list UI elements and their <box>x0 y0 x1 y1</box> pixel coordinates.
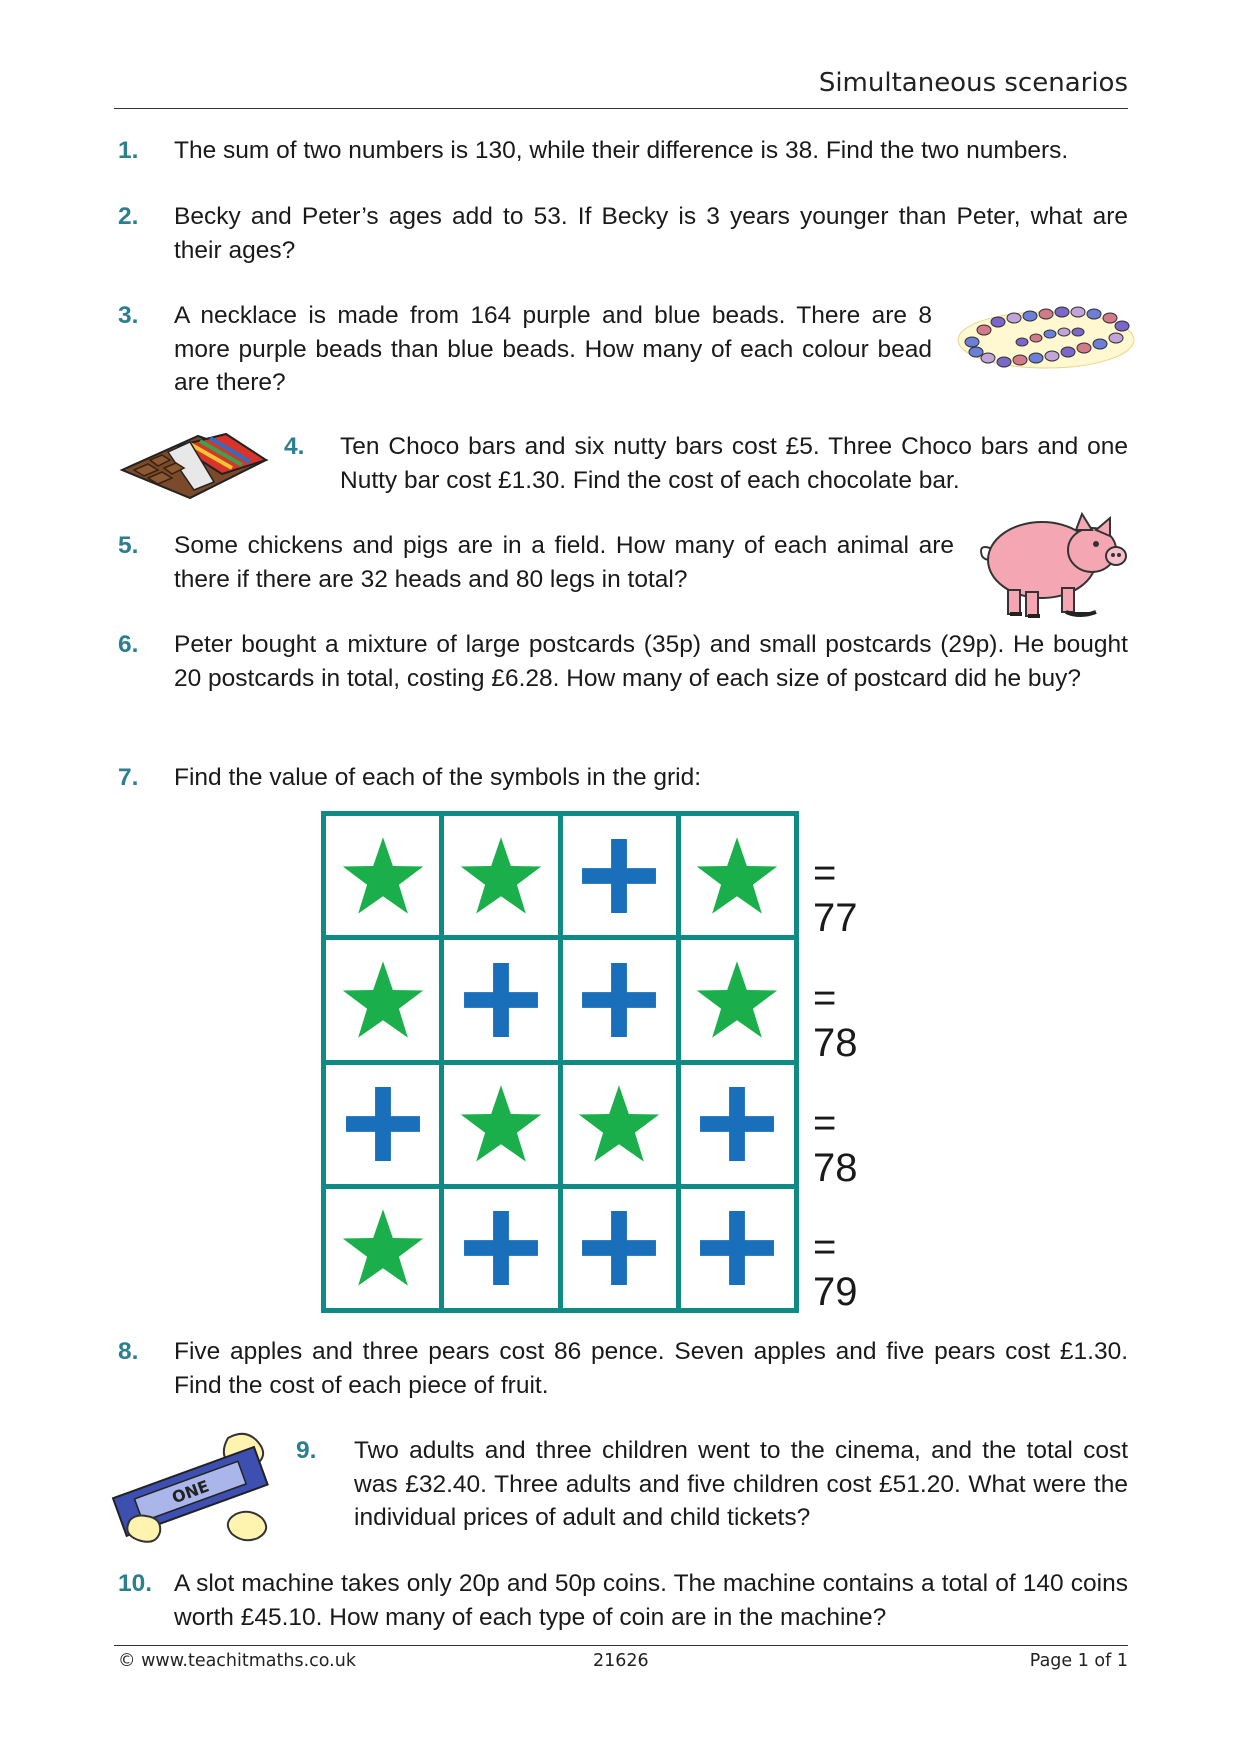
pig-image <box>970 508 1130 620</box>
page-title: Simultaneous scenarios <box>818 68 1128 98</box>
grid-cell <box>563 1189 676 1308</box>
plus-icon <box>693 1204 781 1292</box>
symbol-grid-cells <box>321 811 799 1313</box>
grid-cell <box>563 816 676 935</box>
question-6-number: 6. <box>118 631 139 658</box>
grid-cell <box>681 940 794 1059</box>
question-2-number: 2. <box>118 203 139 230</box>
question-9-number: 9. <box>296 1437 317 1464</box>
necklace-image <box>952 302 1138 374</box>
star-icon <box>339 956 427 1044</box>
ticket-text: ONE <box>169 1476 212 1508</box>
star-icon <box>457 1080 545 1168</box>
grid-cell <box>444 1189 557 1308</box>
question-3-text: A necklace is made from 164 purple and blue beads. There are 8 more purple beads than blue beads. How many of each colour bead are there? <box>174 302 932 396</box>
grid-cell <box>326 1065 439 1184</box>
plus-icon <box>457 1204 545 1292</box>
question-1-text: The sum of two numbers is 130, while their difference is 38. Find the two numbers. <box>174 137 1069 164</box>
question-8-number: 8. <box>118 1338 139 1365</box>
plus-icon <box>457 956 545 1044</box>
plus-icon <box>339 1080 427 1168</box>
grid-cell <box>444 816 557 935</box>
question-5-text: Some chickens and pigs are in a field. How many of each animal are there if there are 32 heads and 80 legs in total? <box>174 532 954 593</box>
grid-cell <box>563 1065 676 1184</box>
star-icon <box>339 832 427 920</box>
question-1-number: 1. <box>118 137 139 164</box>
question-8-text: Five apples and three pears cost 86 pence. Seven apples and five pears cost £1.30. Find the cost of each piece of fruit. <box>174 1338 1128 1399</box>
star-icon <box>575 1080 663 1168</box>
row-sum-3: = 78 <box>813 1101 858 1190</box>
question-6-text: Peter bought a mixture of large postcards (35p) and small postcards (29p). He bought 20 postcards in total, costing £6.28. How many of each size of postcard did he buy? <box>174 631 1128 692</box>
plus-icon <box>575 956 663 1044</box>
question-7-number: 7. <box>118 764 139 791</box>
star-icon <box>693 956 781 1044</box>
question-4-text: Ten Choco bars and six nutty bars cost £5. Three Choco bars and one Nutty bar cost £1.30. Find the cost of each chocolate bar. <box>340 433 1128 494</box>
star-icon <box>339 1204 427 1292</box>
plus-icon <box>575 832 663 920</box>
cinema-ticket-image <box>108 1428 280 1544</box>
grid-cell <box>681 1065 794 1184</box>
grid-cell <box>681 816 794 935</box>
grid-cell <box>444 1065 557 1184</box>
star-icon <box>457 832 545 920</box>
chocolate-bar-image <box>118 430 270 504</box>
header-rule <box>114 108 1128 109</box>
grid-cell <box>563 940 676 1059</box>
grid-cell <box>681 1189 794 1308</box>
footer-page-number: Page 1 of 1 <box>1029 1651 1128 1671</box>
grid-cell <box>326 1189 439 1308</box>
question-2-text: Becky and Peter’s ages add to 53. If Becky is 3 years younger than Peter, what are their ages? <box>174 203 1128 264</box>
plus-icon <box>575 1204 663 1292</box>
row-sum-2: = 78 <box>813 976 858 1065</box>
row-sum-4: = 79 <box>813 1225 858 1314</box>
grid-cell <box>444 940 557 1059</box>
grid-cell <box>326 816 439 935</box>
question-10-text: A slot machine takes only 20p and 50p coins. The machine contains a total of 140 coins worth £45.10. How many of each type of coin are in the machine? <box>174 1570 1128 1631</box>
question-10-number: 10. <box>118 1570 153 1597</box>
plus-icon <box>693 1080 781 1168</box>
question-5-number: 5. <box>118 532 139 559</box>
row-sum-1: = 77 <box>813 851 858 940</box>
question-9-text: Two adults and three children went to the cinema, and the total cost was £32.40. Three adults and five children cost £51.20. What were the individual prices of adult and child tickets? <box>354 1437 1128 1531</box>
footer-resource-id: 21626 <box>593 1651 649 1671</box>
footer-copyright: © www.teachitmaths.co.uk <box>118 1651 356 1671</box>
question-4-number: 4. <box>284 433 305 460</box>
question-7-text: Find the value of each of the symbols in the grid: <box>174 764 702 791</box>
footer-rule <box>114 1645 1128 1646</box>
star-icon <box>693 832 781 920</box>
question-3-number: 3. <box>118 302 139 329</box>
grid-cell <box>326 940 439 1059</box>
